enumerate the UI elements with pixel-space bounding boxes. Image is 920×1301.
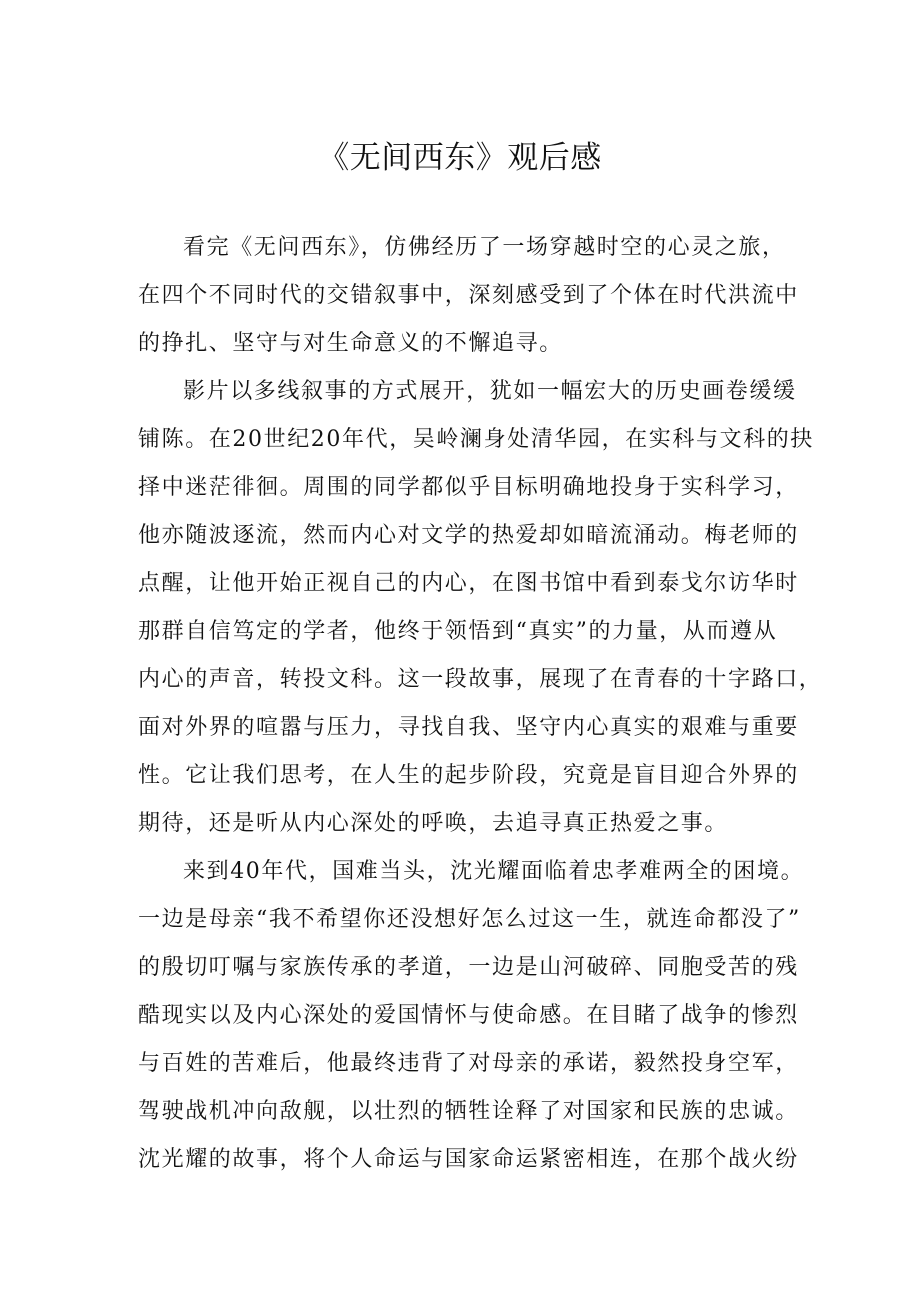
body-text — [138, 224, 823, 1184]
text-line: 酷现实以及内心深处的爱国情怀与使命感。在目睹了战争的惨烈 — [138, 1003, 799, 1028]
text-line: 与百姓的苦难后，他最终违背了对母亲的承诺，毅然投身空军， — [138, 1051, 799, 1076]
text-line: 一边是母亲“我不希望你还没想好怎么过这一生，就连命都没了” — [138, 907, 801, 932]
text-line: 点醒，让他开始正视自己的内心，在图书馆中看到泰戈尔访华时 — [138, 571, 799, 596]
text-line: 在四个不同时代的交错叙事中，深刻感受到了个体在时代洪流中 — [138, 283, 799, 308]
text-line: 沈光耀的故事，将个人命运与国家命运紧密相连，在那个战火纷 — [138, 1147, 799, 1172]
text-line: 来到40年代，国难当头，沈光耀面临着忠孝难两全的困境。 — [183, 859, 805, 884]
text-line: 内心的声音，转投文科。这一段故事，展现了在青春的十字路口， — [138, 667, 823, 692]
text-line: 择中迷茫徘徊。周围的同学都似乎目标明确地投身于实科学习， — [138, 475, 799, 500]
text-line: 那群自信笃定的学者，他终于领悟到“真实”的力量，从而遵从 — [138, 619, 778, 644]
text-line: 期待，还是听从内心深处的呼唤，去追寻真正热爱之事。 — [138, 811, 729, 836]
text-line: 的殷切叮嘱与家族传承的孝道，一边是山河破碎、同胞受苦的残 — [138, 955, 799, 980]
text-line: 他亦随波逐流，然而内心对文学的热爱却如暗流涌动。梅老师的 — [138, 523, 799, 548]
text-line: 驾驶战机冲向敌舰，以壮烈的牺牲诠释了对国家和民族的忠诚。 — [138, 1099, 799, 1124]
text-line: 性。它让我们思考，在人生的起步阶段，究竟是盲目迎合外界的 — [138, 763, 799, 788]
text-line: 影片以多线叙事的方式展开，犹如一幅宏大的历史画卷缓缓 — [183, 379, 797, 404]
text-line: 看完《无问西东》，仿佛经历了一场穿越时空的心灵之旅， — [183, 235, 786, 260]
page-title: 《无间西东》观后感 — [318, 140, 602, 176]
text-line: 面对外界的喧嚣与压力，寻找自我、坚守内心真实的艰难与重要 — [138, 715, 799, 740]
text-line: 的挣扎、坚守与对生命意义的不懈追寻。 — [138, 331, 563, 356]
text-line: 铺陈。在20世纪20年代，吴岭澜身处清华园，在实科与文科的抉 — [138, 427, 814, 452]
